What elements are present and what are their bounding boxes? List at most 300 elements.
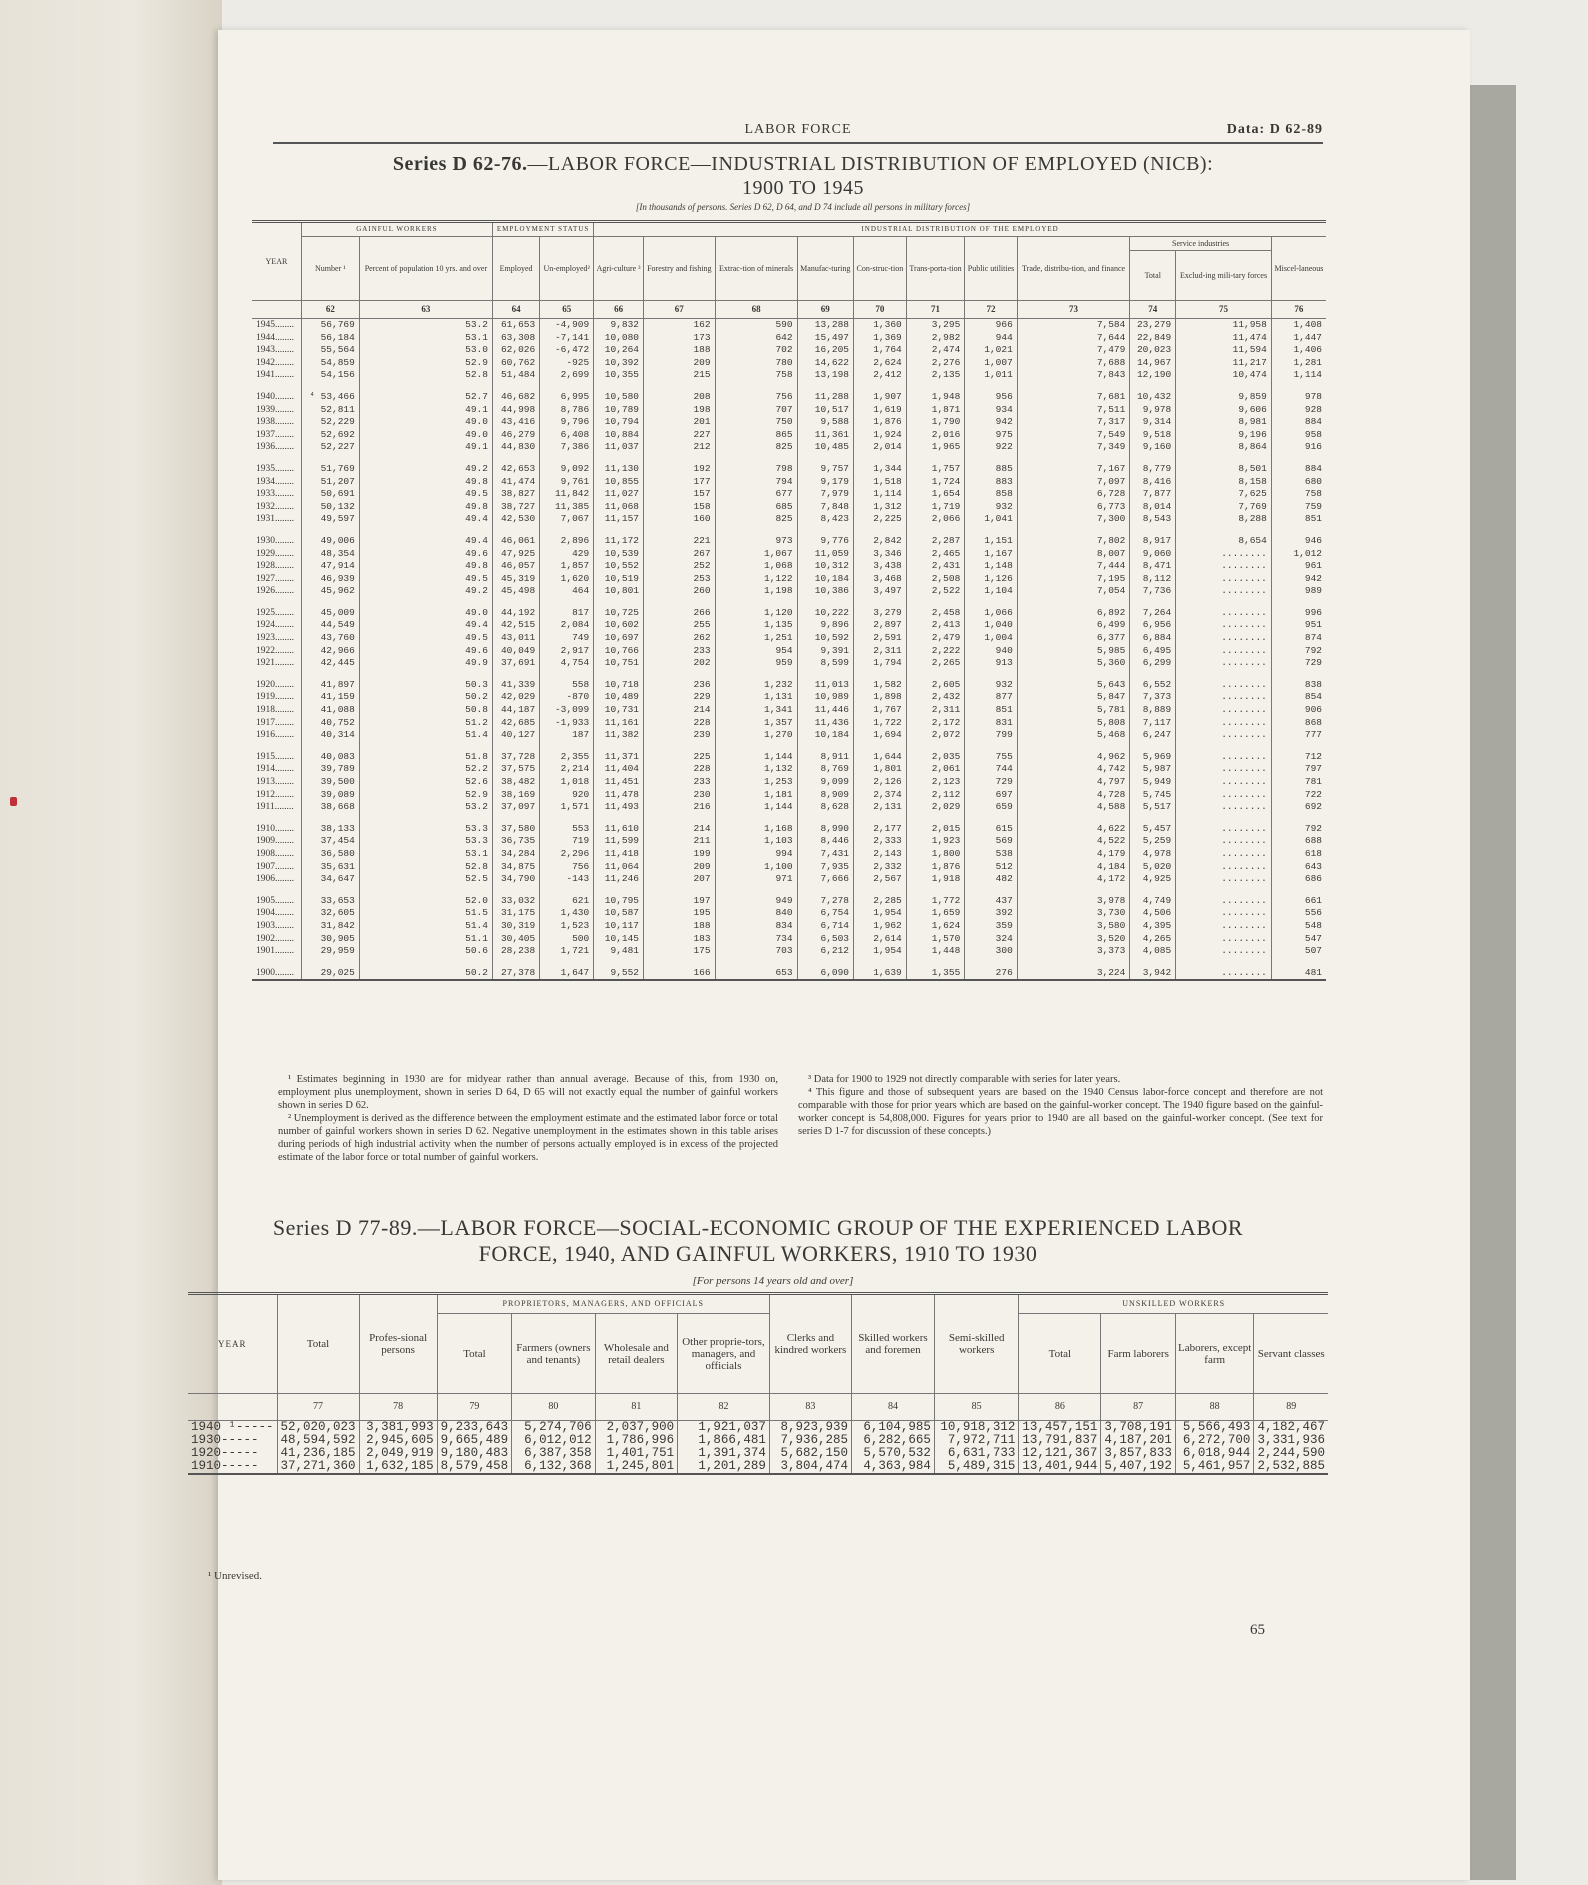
value-cell: 4,179 [1017,848,1130,861]
value-cell: 928 [1271,404,1326,417]
unemployed-header: Un-employed² [540,237,594,301]
table-row [252,382,1326,404]
value-cell: 54,859 [301,357,359,370]
value-cell: 49.0 [359,598,492,620]
employment-status-header: EMPLOYMENT STATUS [492,222,593,237]
value-cell: 2,029 [906,801,965,814]
value-cell: 885 [965,454,1018,476]
value-cell: 507 [1271,945,1326,958]
value-cell: 40,049 [492,645,539,658]
value-cell: 1,619 [854,404,907,417]
value-cell: 11,068 [594,501,644,514]
value-cell: 538 [965,848,1018,861]
value-cell: 7,979 [797,488,853,501]
service-industries-header: Service industries [1130,237,1272,251]
value-cell: 11,385 [540,501,594,514]
value-cell: 199 [644,848,716,861]
value-cell: 49.2 [359,454,492,476]
year-cell: 1900........ [256,967,294,978]
value-cell: 23,279 [1130,319,1176,332]
value-cell: 6,503 [797,933,853,946]
value-cell: 944 [965,332,1018,345]
value-cell: 4,395 [1130,920,1176,933]
manufacturing-header: Manufac-turing [797,237,853,301]
value-cell: 615 [965,814,1018,836]
servant-classes-header: Servant classes [1254,1314,1328,1394]
value-cell: 2,479 [906,632,965,645]
year-cell: 1919........ [256,692,294,703]
table-row [252,476,1326,489]
value-cell: 934 [965,404,1018,417]
value-cell: 1,719 [906,501,965,514]
value-cell: 11,059 [797,548,853,561]
value-cell: 7,444 [1017,560,1130,573]
value-cell: 52,811 [301,404,359,417]
year-cell: 1924........ [256,620,294,631]
value-cell: 300 [965,945,1018,958]
value-cell: 12,190 [1130,369,1176,382]
value-cell: 1,570 [906,933,965,946]
value-cell: 975 [965,429,1018,442]
value-cell: 1,965 [906,441,965,454]
value-cell: 9,233,643 [437,1421,512,1435]
value-cell: 52.2 [359,763,492,776]
unskilled-header: UNSKILLED WORKERS [1019,1294,1328,1314]
value-cell: 512 [965,861,1018,874]
value-cell: 9,665,489 [437,1434,512,1447]
value-cell: 7,479 [1017,344,1130,357]
table-row [252,789,1326,802]
value-cell: 932 [965,501,1018,514]
column-number: 86 [1019,1394,1101,1421]
value-cell: 209 [644,861,716,874]
value-cell: 5,489,315 [934,1460,1018,1474]
table1-subtitle: [In thousands of persons. Series D 62, D 64, and D 74 include all persons in military forces] [635,202,971,212]
value-cell: 7,935 [797,861,853,874]
value-cell: 858 [965,488,1018,501]
value-cell: 51,484 [492,369,539,382]
value-cell: 10,789 [594,404,644,417]
value-cell: ........ [1176,657,1272,670]
value-cell: 188 [644,920,716,933]
value-cell: 228 [644,717,716,730]
industrial-distribution-table [252,220,1326,981]
column-number: 85 [934,1394,1018,1421]
value-cell: 252 [644,560,716,573]
value-cell: 32,605 [301,907,359,920]
value-cell: 28,238 [492,945,539,958]
value-cell: 994 [715,848,797,861]
value-cell: 15,497 [797,332,853,345]
table-row [252,873,1326,886]
value-cell: 9,832 [594,319,644,332]
value-cell: 173 [644,332,716,345]
table-row [252,369,1326,382]
value-cell: 5,781 [1017,704,1130,717]
value-cell: 10,539 [594,548,644,561]
value-cell: 38,482 [492,776,539,789]
value-cell: 40,127 [492,729,539,742]
table2-series-id: Series D 77-89. [272,1215,418,1240]
skilled-header: Skilled workers and foremen [851,1294,934,1394]
value-cell: 359 [965,920,1018,933]
value-cell: 834 [715,920,797,933]
value-cell: 8,909 [797,789,853,802]
table-row [252,632,1326,645]
social-economic-group-table [188,1292,1328,1475]
value-cell: 10,222 [797,598,853,620]
value-cell: ........ [1176,560,1272,573]
value-cell: 11,382 [594,729,644,742]
value-cell: 692 [1271,801,1326,814]
value-cell: 11,446 [797,704,853,717]
value-cell: 794 [715,476,797,489]
value-cell: 236 [644,670,716,692]
total-header: Total [277,1294,359,1394]
value-cell: 8,543 [1130,513,1176,526]
year-cell: 1902........ [256,933,294,944]
value-cell: 11,436 [797,717,853,730]
value-cell: 11,478 [594,789,644,802]
value-cell: 1,201,289 [678,1460,770,1474]
value-cell: 8,864 [1176,441,1272,454]
value-cell: 1,721 [540,945,594,958]
value-cell: 7,936,285 [769,1434,851,1447]
value-cell: ........ [1176,763,1272,776]
value-cell: 38,169 [492,789,539,802]
value-cell: 9,160 [1130,441,1176,454]
value-cell: 865 [715,429,797,442]
table-row [252,691,1326,704]
value-cell: 188 [644,344,716,357]
value-cell: 1,582 [854,670,907,692]
column-number: 76 [1271,301,1326,319]
year-cell: 1920........ [256,679,294,690]
value-cell: 3,224 [1017,958,1130,981]
value-cell: 954 [715,645,797,658]
value-cell: 734 [715,933,797,946]
value-cell: 1,245,801 [595,1460,678,1474]
value-cell: -6,472 [540,344,594,357]
value-cell: 7,644 [1017,332,1130,345]
value-cell: 10,264 [594,344,644,357]
value-cell: 5,847 [1017,691,1130,704]
column-number: 83 [769,1394,851,1421]
value-cell: 6,247 [1130,729,1176,742]
value-cell: 547 [1271,933,1326,946]
value-cell: 2,842 [854,526,907,548]
value-cell: 1,898 [854,691,907,704]
value-cell: 3,331,936 [1254,1434,1328,1447]
year-cell: 1930----- [191,1433,259,1447]
value-cell: 1,251 [715,632,797,645]
value-cell: 1,232 [715,670,797,692]
value-cell: 8,288 [1176,513,1272,526]
value-cell: 42,530 [492,513,539,526]
value-cell: 52.9 [359,789,492,802]
value-cell: 11,599 [594,835,644,848]
value-cell: 208 [644,382,716,404]
value-cell: ........ [1176,670,1272,692]
value-cell: 10,184 [797,573,853,586]
value-cell: 4,728 [1017,789,1130,802]
value-cell: 177 [644,476,716,489]
value-cell: 6,754 [797,907,853,920]
value-cell: 262 [644,632,716,645]
value-cell: 482 [965,873,1018,886]
value-cell: 1,764 [854,344,907,357]
value-cell: 47,914 [301,560,359,573]
value-cell: 44,998 [492,404,539,417]
value-cell: 1,357 [715,717,797,730]
value-cell: 10,766 [594,645,644,658]
value-cell: 6,892 [1017,598,1130,620]
value-cell: 50.8 [359,704,492,717]
value-cell: 11,371 [594,742,644,764]
value-cell: 7,054 [1017,585,1130,598]
value-cell: 1,012 [1271,548,1326,561]
value-cell: 946 [1271,526,1326,548]
year-cell: 1901........ [256,946,294,957]
value-cell: 9,606 [1176,404,1272,417]
value-cell: 956 [965,382,1018,404]
table2-footnote: ¹ Unrevised. [208,1570,263,1582]
table-row [252,454,1326,476]
value-cell: 53.2 [359,319,492,332]
value-cell: 6,387,358 [512,1447,595,1460]
semiskilled-header: Semi-skilled workers [934,1294,1018,1394]
value-cell: 1,067 [715,548,797,561]
value-cell: 10,918,312 [934,1421,1018,1435]
value-cell: 10,602 [594,619,644,632]
value-cell: 8,014 [1130,501,1176,514]
value-cell: 11,451 [594,776,644,789]
value-cell: 62,026 [492,344,539,357]
column-number: 81 [595,1394,678,1421]
year-cell: 1909........ [256,836,294,847]
value-cell: 1,857 [540,560,594,573]
value-cell: 39,089 [301,789,359,802]
value-cell: 1,391,374 [678,1447,770,1460]
value-cell: 22,849 [1130,332,1176,345]
value-cell: ........ [1176,619,1272,632]
year-cell: 1912........ [256,789,294,800]
table-row [252,861,1326,874]
laborers-header: Laborers, except farm [1175,1314,1254,1394]
table-row [252,526,1326,548]
value-cell: 46,279 [492,429,539,442]
value-cell: 1,018 [540,776,594,789]
value-cell: 166 [644,958,716,981]
year-cell: 1940 ¹----- [191,1420,274,1434]
value-cell: 11,037 [594,441,644,454]
value-cell: 13,791,837 [1019,1434,1101,1447]
wholesale-header: Wholesale and retail dealers [595,1314,678,1394]
column-number: 87 [1101,1394,1176,1421]
value-cell: 7,373 [1130,691,1176,704]
value-cell: 1,270 [715,729,797,742]
value-cell: 2,049,919 [359,1447,437,1460]
value-cell: 7,584 [1017,319,1130,332]
value-cell: ⁴ 53,466 [301,382,359,404]
table-row [252,344,1326,357]
value-cell: ........ [1176,886,1272,908]
value-cell: 49.6 [359,548,492,561]
value-cell: 6,272,700 [1175,1434,1254,1447]
column-number: 82 [678,1394,770,1421]
value-cell: 877 [965,691,1018,704]
value-cell: 1,430 [540,907,594,920]
value-cell: 2,332 [854,861,907,874]
value-cell: 4,172 [1017,873,1130,886]
value-cell: 825 [715,441,797,454]
value-cell: 569 [965,835,1018,848]
value-cell: 11,418 [594,848,644,861]
value-cell: 9,757 [797,454,853,476]
value-cell: 3,468 [854,573,907,586]
value-cell: 7,736 [1130,585,1176,598]
table-row [252,848,1326,861]
value-cell: 11,246 [594,873,644,886]
value-cell: 2,624 [854,357,907,370]
value-cell: 198 [644,404,716,417]
value-cell: 5,566,493 [1175,1421,1254,1435]
value-cell: 1,068 [715,560,797,573]
value-cell: 11,404 [594,763,644,776]
value-cell: 9,060 [1130,548,1176,561]
value-cell: 9,552 [594,958,644,981]
value-cell: 2,567 [854,873,907,886]
value-cell: 50.2 [359,691,492,704]
value-cell: 3,804,474 [769,1460,851,1474]
value-cell: 255 [644,619,716,632]
value-cell: 50.3 [359,670,492,692]
column-number: 69 [797,301,853,319]
value-cell: 36,735 [492,835,539,848]
value-cell: 9,518 [1130,429,1176,442]
value-cell: 1,924 [854,429,907,442]
value-cell: 260 [644,585,716,598]
value-cell: 53.3 [359,835,492,848]
value-cell: 2,172 [906,717,965,730]
value-cell: 642 [715,332,797,345]
value-cell: 3,978 [1017,886,1130,908]
value-cell: 63,308 [492,332,539,345]
value-cell: 45,498 [492,585,539,598]
value-cell: 13,457,151 [1019,1421,1101,1435]
value-cell: 3,295 [906,319,965,332]
value-cell: ........ [1176,691,1272,704]
value-cell: 7,317 [1017,416,1130,429]
value-cell: 961 [1271,560,1326,573]
extraction-header: Extrac-tion of minerals [715,237,797,301]
value-cell: 33,653 [301,886,359,908]
value-cell: 5,461,957 [1175,1460,1254,1474]
table2-title-line1: —LABOR FORCE—SOCIAL-ECONOMIC GROUP OF THE EXPERIENCED LABOR [417,1215,1244,1240]
value-cell: 1,114 [854,488,907,501]
value-cell: ........ [1176,598,1272,620]
value-cell: 46,939 [301,573,359,586]
table-row [252,513,1326,526]
value-cell: 1,131 [715,691,797,704]
value-cell: 7,843 [1017,369,1130,382]
value-cell: 5,969 [1130,742,1176,764]
table-row [188,1421,1328,1435]
value-cell: 840 [715,907,797,920]
value-cell: 11,064 [594,861,644,874]
value-cell: 9,761 [540,476,594,489]
value-cell: 1,659 [906,907,965,920]
value-cell: 949 [715,886,797,908]
footnote-2: ² Unemployment is derived as the difference between the employment estimate and the estimated labor force or total number of gainful workers shown in series D 62. Negative unemployment in the estimates shown in this table arises during periods of high industrial activity when the number of persons actually employed is in excess of the projected estimate of the labor force or total number of gainful workers. [278,1113,778,1163]
value-cell: 8,889 [1130,704,1176,717]
value-cell: 8,654 [1176,526,1272,548]
value-cell: 825 [715,513,797,526]
value-cell: 49.8 [359,501,492,514]
value-cell: 1,620 [540,573,594,586]
value-cell: 10,386 [797,585,853,598]
value-cell: ........ [1176,717,1272,730]
value-cell: 207 [644,873,716,886]
table-row [252,835,1326,848]
column-number: 62 [301,301,359,319]
value-cell: 4,506 [1130,907,1176,920]
value-cell: 703 [715,945,797,958]
value-cell: 2,066 [906,513,965,526]
value-cell: 40,314 [301,729,359,742]
value-cell: 4,742 [1017,763,1130,776]
value-cell: 41,474 [492,476,539,489]
value-cell: 781 [1271,776,1326,789]
value-cell: 4,184 [1017,861,1130,874]
trade-header: Trade, distribu-tion, and finance [1017,237,1130,301]
value-cell: 1,151 [965,526,1018,548]
value-cell: 10,718 [594,670,644,692]
value-cell: 661 [1271,886,1326,908]
value-cell: 48,354 [301,548,359,561]
value-cell: 6,132,368 [512,1460,595,1474]
year-cell: 1944........ [256,332,294,343]
value-cell: 7,688 [1017,357,1130,370]
value-cell: 52.6 [359,776,492,789]
value-cell: 1,786,996 [595,1434,678,1447]
table-row [252,886,1326,908]
value-cell: 643 [1271,861,1326,874]
value-cell: 2,296 [540,848,594,861]
value-cell: 798 [715,454,797,476]
service-excl-military-header: Exclud-ing mili-tary forces [1176,251,1272,301]
value-cell: 989 [1271,585,1326,598]
value-cell: 758 [715,369,797,382]
value-cell: 34,875 [492,861,539,874]
year-cell: 1914........ [256,764,294,775]
value-cell: 2,225 [854,513,907,526]
value-cell: 11,013 [797,670,853,692]
value-cell: 7,848 [797,501,853,514]
table1-title-line2: 1900 TO 1945 [742,177,864,199]
column-number: 73 [1017,301,1130,319]
running-header [273,122,1323,144]
value-cell: ........ [1176,933,1272,946]
value-cell: 1,021 [965,344,1018,357]
value-cell: 5,987 [1130,763,1176,776]
value-cell: 6,714 [797,920,853,933]
value-cell: 1,406 [1271,344,1326,357]
value-cell: 37,454 [301,835,359,848]
value-cell: 46,061 [492,526,539,548]
value-cell: 2,532,885 [1254,1460,1328,1474]
value-cell: 38,133 [301,814,359,836]
